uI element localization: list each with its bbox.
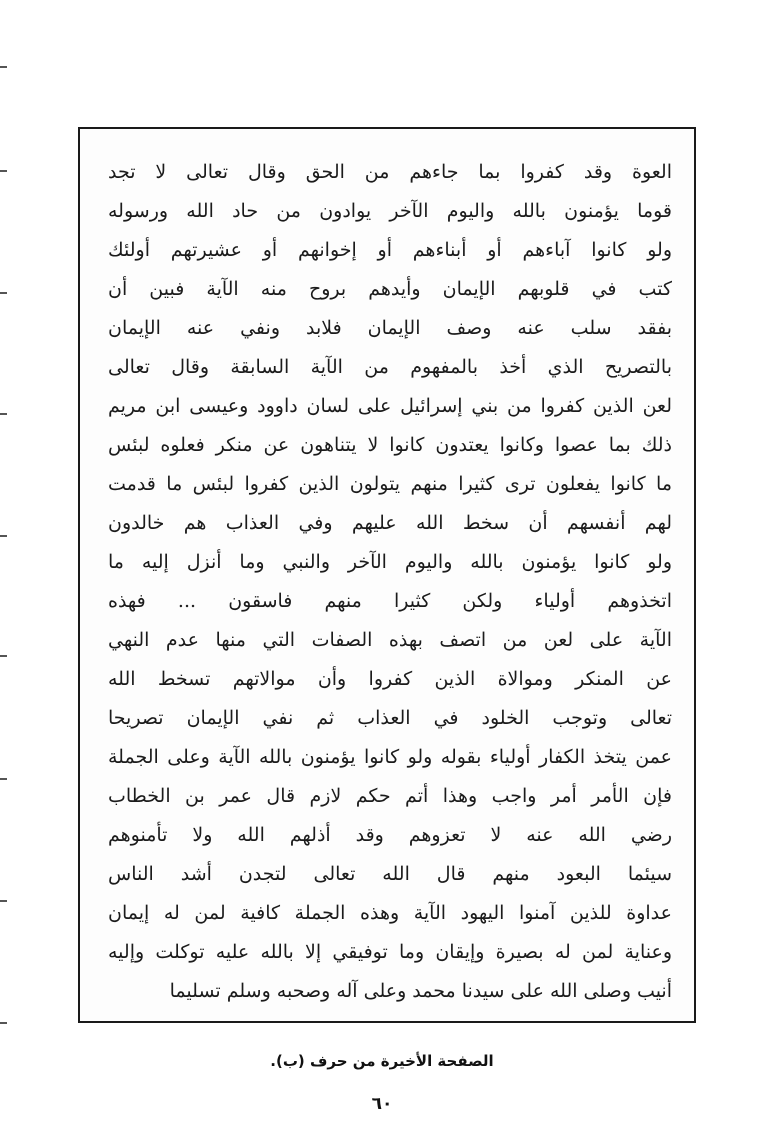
scan-edge-mark [0,900,7,902]
manuscript-text [108,153,672,1001]
manuscript-line: بفقد سلب عنه وصف الإيمان فلابد ونفي عنه الإيمان [108,317,672,339]
scan-edge-mark [0,655,7,657]
manuscript-line: ذلك بما عصوا وكانوا يعتدون كانوا لا يتناهون عن منكر فعلوه لبئس [108,434,672,456]
manuscript-line: كتب في قلوبهم الإيمان وأيدهم بروح منه الآية فبين أن [108,278,672,300]
manuscript-line: سيئما البعود منهم قال الله تعالى لتجدن أشد الناس [108,863,672,885]
figure-caption: الصفحة الأخيرة من حرف (ب). [270,1052,494,1070]
manuscript-line: تعالى وتوجب الخلود في العذاب ثم نفي الإيمان تصريحا [108,707,672,729]
manuscript-line: ولو كانوا آباءهم أو أبناءهم أو إخوانهم أو عشيرتهم أولئك [108,239,672,261]
manuscript-line: فإن الأمر أمر واجب وهذا أتم حكم لازم قال عمر بن الخطاب [108,785,672,807]
manuscript-line: ولو كانوا يؤمنون بالله واليوم الآخر والنبي وما أنزل إليه ما [108,551,672,573]
manuscript-frame [78,127,696,1023]
manuscript-line: بالتصريح الذي أخذ بالمفهوم من الآية السابقة وقال تعالى [108,356,672,378]
manuscript-line: عمن يتخذ الكفار أولياء بقوله ولو كانوا يؤمنون بالله الآية وعلى الجملة [108,746,672,768]
manuscript-line: ما كانوا يفعلون ترى كثيرا منهم يتولون الذين كفروا لبئس ما قدمت [108,473,672,495]
scan-edge-mark [0,413,7,415]
scan-edge-mark [0,1022,7,1024]
manuscript-line: اتخذوهم أولياء ولكن كثيرا منهم فاسقون ... فهذه [108,590,672,612]
manuscript-line: عداوة للذين آمنوا اليهود الآية وهذه الجملة كافية لمن له إيمان [108,902,672,924]
manuscript-line: لعن الذين كفروا من بني إسرائيل على لسان داوود وعيسى ابن مريم [108,395,672,417]
scan-edge-mark [0,778,7,780]
manuscript-line: رضي الله عنه لا تعزوهم وقد أذلهم الله ولا تأمنوهم [108,824,672,846]
scan-edge-mark [0,535,7,537]
scan-edge-mark [0,66,7,68]
scan-edge-mark [0,170,7,172]
manuscript-line: لهم أنفسهم أن سخط الله عليهم وفي العذاب هم خالدون [108,512,672,534]
page-number: ٦٠ [371,1094,393,1114]
manuscript-line: قوما يؤمنون بالله واليوم الآخر يوادون من حاد الله ورسوله [108,200,672,222]
manuscript-line: وعناية لمن له بصيرة وإيقان وما توفيقي إلا بالله عليه توكلت وإليه [108,941,672,963]
manuscript-line: عن المنكر وموالاة الذين كفروا وأن موالاتهم تسخط الله [108,668,672,690]
manuscript-line: العوة وقد كفروا بما جاءهم من الحق وقال تعالى لا تجد [108,161,672,183]
scan-edge-mark [0,292,7,294]
manuscript-line: أنيب وصلى الله على سيدنا محمد وعلى آله وصحبه وسلم تسليما [169,980,672,1002]
manuscript-line: الآية على لعن من اتصف بهذه الصفات التي منها عدم النهي [108,629,672,651]
